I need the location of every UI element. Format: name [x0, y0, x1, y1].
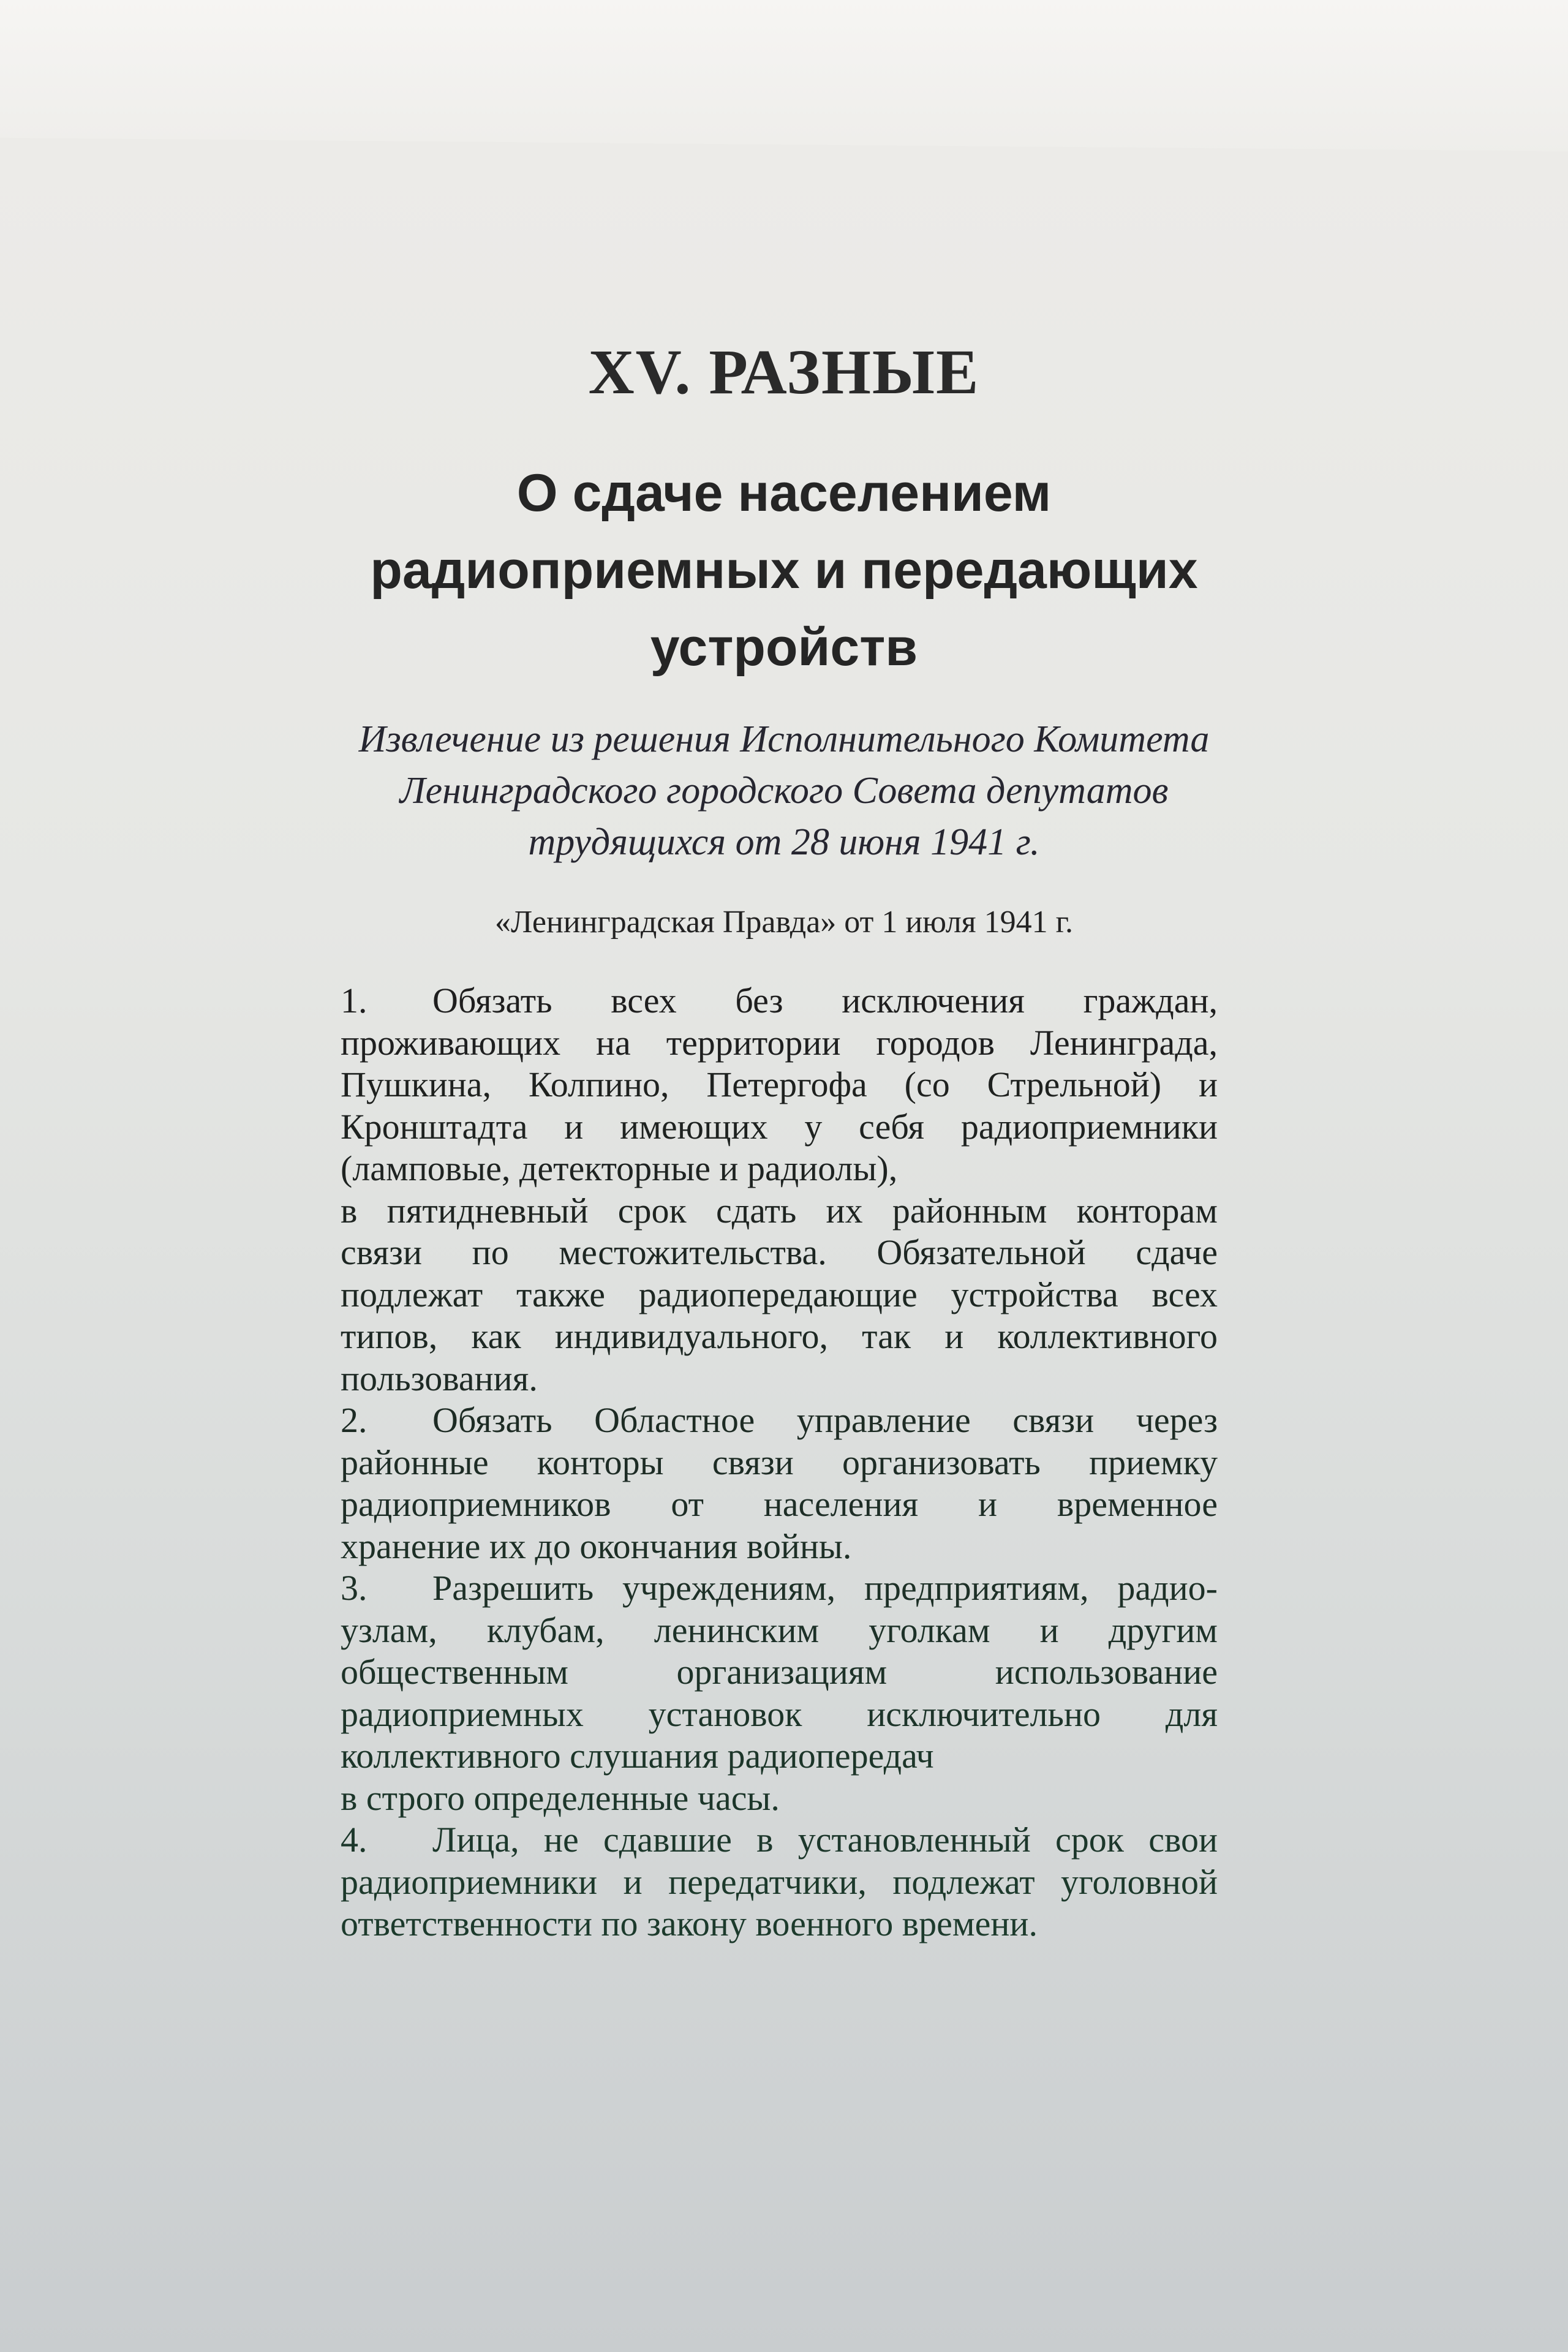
body-line — [341, 1567, 1218, 1610]
body-line — [341, 1610, 1218, 1652]
body-line-text: пользования. — [341, 1358, 538, 1398]
body-line — [341, 1358, 1218, 1400]
body-line-text: ответственности по закону военного времени. — [341, 1904, 1038, 1943]
body-line-text: подлежат также радиопередающие устройства всех — [341, 1274, 1218, 1314]
body-line — [341, 1064, 1218, 1106]
document-subtitle — [0, 714, 1568, 868]
body-line-text: Пушкина, Колпино, Петергофа (со Стрельной) и — [341, 1065, 1218, 1104]
body-line-text: общественным организациям использование — [341, 1652, 1218, 1692]
body-line-text: радиоприемных установок исключительно для — [341, 1694, 1218, 1734]
body-line — [341, 1861, 1218, 1904]
body-line-text: Кронштадта и имеющих у себя радиоприемники — [341, 1106, 1218, 1147]
body-line-text: районные конторы связи организовать приемку — [341, 1442, 1218, 1482]
item-number: 3. — [341, 1568, 368, 1608]
body-line — [341, 1232, 1218, 1274]
heading-line: устройств — [650, 618, 918, 677]
subtitle-line: Извлечение из решения Исполнительного Комитета — [358, 718, 1210, 760]
document-body — [341, 980, 1218, 1945]
body-line — [341, 1274, 1218, 1316]
subtitle-line: Ленинградского городского Совета депутатов — [399, 770, 1169, 812]
section-title: XV. РАЗНЫЕ — [588, 337, 980, 407]
body-line — [341, 1316, 1218, 1358]
body-line-text: узлам, клубам, ленинским уголкам и другим — [341, 1610, 1218, 1650]
subtitle-line: трудящихся от 28 июня 1941 г. — [528, 821, 1040, 863]
body-line — [341, 1526, 1218, 1568]
body-line-text: (ламповые, детекторные и радиолы), — [341, 1148, 898, 1188]
body-line-text: Лица, не сдавшие в установленный срок свои — [432, 1820, 1218, 1860]
body-line — [341, 1400, 1218, 1442]
item-number: 4. — [341, 1820, 368, 1860]
body-line-text: проживающих на территории городов Ленинграда, — [341, 1022, 1218, 1063]
document-heading — [0, 454, 1568, 686]
wall-background — [0, 0, 1568, 159]
heading-line: О сдаче населением — [516, 464, 1052, 522]
body-line-text: коллективного слушания радиопередач — [341, 1736, 934, 1776]
body-line-text: хранение их до окончания войны. — [341, 1526, 852, 1566]
body-line-text: радиоприемники и передатчики, подлежат уголовной — [341, 1861, 1218, 1902]
body-line-text: Разрешить учреждениям, предприятиям, радио- — [432, 1568, 1218, 1608]
body-line-text: в строго определенные часы. — [341, 1777, 780, 1818]
source-citation: «Ленинградская Правда» от 1 июля 1941 г. — [494, 905, 1074, 940]
body-line — [341, 1106, 1218, 1148]
item-number: 2. — [341, 1400, 368, 1440]
body-line-text: Обязать всех без исключения граждан, — [432, 981, 1218, 1020]
body-line — [341, 980, 1218, 1022]
body-line — [341, 1190, 1218, 1232]
body-line-text: в пятидневный срок сдать их районным конторам — [341, 1190, 1218, 1231]
body-line — [341, 1651, 1218, 1694]
body-line — [341, 1022, 1218, 1065]
heading-line: радиоприемных и передающих — [370, 541, 1198, 600]
body-line-text: связи по местожительства. Обязательной сдаче — [341, 1232, 1218, 1272]
body-line-text: Обязать Областное управление связи через — [432, 1400, 1218, 1440]
body-line — [341, 1819, 1218, 1861]
body-line — [341, 1148, 1218, 1190]
body-line — [341, 1903, 1218, 1945]
body-line-text: типов, как индивидуального, так и коллективного — [341, 1316, 1218, 1356]
body-line — [341, 1735, 1218, 1777]
body-line — [341, 1483, 1218, 1526]
body-line-text: радиоприемников от населения и временное — [341, 1484, 1218, 1524]
body-line — [341, 1442, 1218, 1484]
body-line — [341, 1777, 1218, 1820]
body-line — [341, 1694, 1218, 1736]
item-number: 1. — [341, 981, 368, 1020]
